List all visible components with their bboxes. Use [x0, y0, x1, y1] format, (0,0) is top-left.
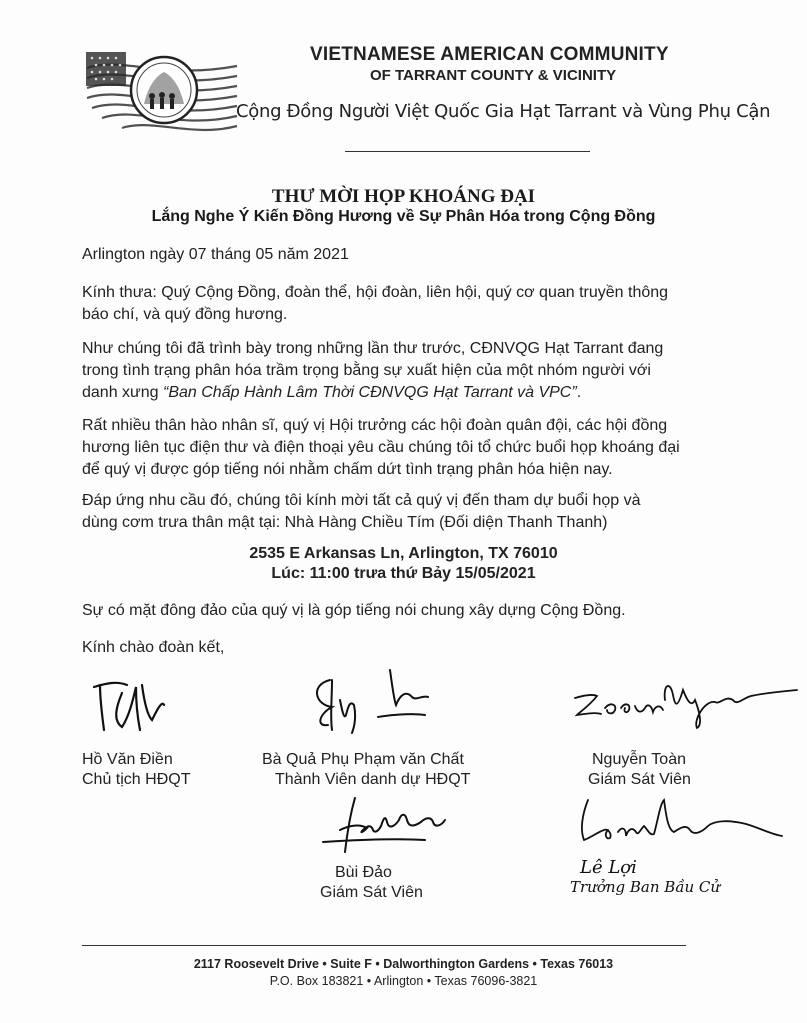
paragraph-text: danh xưng [82, 384, 163, 401]
paragraph-text: . [576, 384, 582, 401]
signatory-role: Giám Sát Viên [588, 771, 691, 788]
signature-nguyen-toan [565, 670, 805, 730]
header-divider [345, 151, 590, 152]
group-designation: “Ban Chấp Hành Lâm Thời CĐNVQG Hạt Tarrant và VPC” [163, 384, 577, 401]
signatory-name: Bùi Đảo [335, 864, 392, 881]
paragraph-line: Rất nhiều thân hào nhân sĩ, quý vị Hội trưởng các hội đoàn quân đội, các hội đồng [82, 417, 668, 434]
greeting-line: Kính thưa: Quý Cộng Đồng, đoàn thể, hội đoàn, liên hội, quý cơ quan truyền thông [82, 284, 669, 301]
signatory-role: Giám Sát Viên [320, 884, 423, 901]
organization-name: VIETNAMESE AMERICAN COMMUNITY [310, 44, 669, 65]
paragraph-request [82, 415, 752, 481]
footer-po-box: P.O. Box 183821 • Arlington • Texas 76096-3821 [269, 974, 538, 988]
organization-logo [82, 46, 242, 138]
signature-bui-dao [315, 790, 495, 860]
signature-pham-van-chat [300, 665, 440, 735]
paragraph-line: trong tình trạng phân hóa trầm trọng bằng sự xuất hiện của một nhóm người với [82, 362, 651, 379]
paragraph-background [82, 338, 752, 404]
paragraph-line: hương liên tục điện thư và điện thoại yêu cầu chúng tôi tổ chức buổi họp khoáng đại [82, 439, 680, 456]
meeting-time: Lúc: 11:00 trưa thứ Bảy 15/05/2021 [271, 565, 536, 582]
footer-street-address: 2117 Roosevelt Drive • Suite F • Dalworthington Gardens • Texas 76013 [193, 957, 614, 971]
paragraph-invitation [82, 490, 752, 534]
sign-off: Kính chào đoàn kết, [82, 639, 225, 656]
paragraph-line: Như chúng tôi đã trình bày trong những lần thư trước, CĐNVQG Hạt Tarrant đang [82, 340, 664, 357]
closing-line: Sự có mặt đông đảo của quý vị là góp tiếng nói chung xây dựng Cộng Đồng. [82, 602, 626, 619]
handwritten-role: Trưởng Ban Bầu Cử [570, 878, 721, 896]
paragraph-line [82, 382, 752, 404]
date-line: Arlington ngày 07 tháng 05 năm 2021 [82, 246, 349, 263]
organization-subtitle: OF TARRANT COUNTY & VICINITY [370, 67, 617, 84]
organization-name-vietnamese: Cộng Đồng Người Việt Quốc Gia Hạt Tarrant và Vùng Phụ Cận [236, 101, 771, 122]
paragraph-line: Đáp ứng nhu cầu đó, chúng tôi kính mời tất cả quý vị đến tham dự buổi họp và [82, 492, 641, 509]
signatory-name: Hồ Văn Điền [82, 751, 173, 768]
paragraph-line: dùng cơm trưa thân mật tại: Nhà Hàng Chiều Tím (Đối diện Thanh Thanh) [82, 514, 608, 531]
letter-title: THƯ MỜI HỌP KHOÁNG ĐẠI [271, 186, 536, 207]
signatory-name: Nguyễn Toàn [592, 751, 686, 768]
greeting-paragraph [82, 282, 752, 326]
meeting-address: 2535 E Arkansas Ln, Arlington, TX 76010 [249, 545, 558, 562]
footer-divider [82, 945, 686, 946]
letter-subtitle: Lắng Nghe Ý Kiến Đồng Hương về Sự Phân Hóa trong Cộng Đồng [151, 208, 656, 225]
signature-le-loi [570, 790, 790, 850]
signatory-name: Bà Quả Phụ Phạm văn Chất [262, 751, 464, 768]
greeting-line: báo chí, và quý đồng hương. [82, 306, 288, 323]
signature-ho-van-dien [92, 675, 172, 735]
signatory-role: Chủ tịch HĐQT [82, 771, 191, 788]
handwritten-name: Lê Lợi [580, 857, 637, 878]
signatory-role: Thành Viên danh dự HĐQT [275, 771, 471, 788]
paragraph-line: để quý vị được góp tiếng nói nhằm chấm dứt tình trạng phân hóa hiện nay. [82, 461, 613, 478]
